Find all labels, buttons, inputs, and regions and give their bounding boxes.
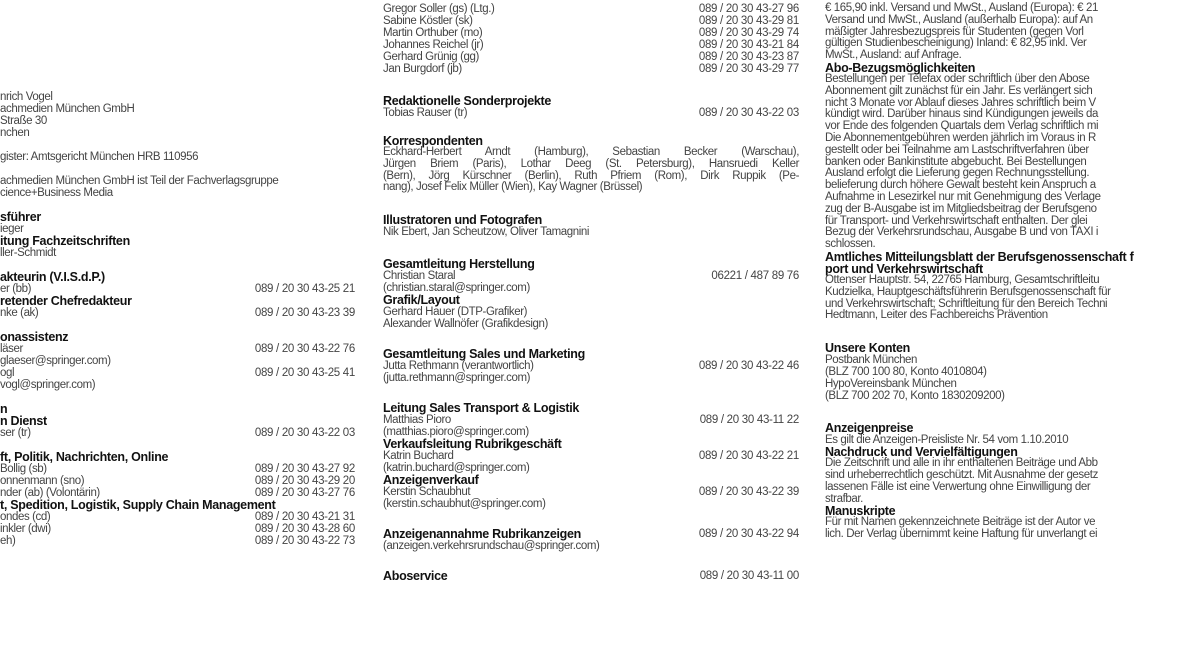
contact-row [383,107,799,119]
text-line: lassenen Fälle ist eine Verwertung ohne Einwilligung der [825,480,1091,493]
spacer [0,0,355,91]
phone-number: 089 / 20 30 43-27 92 [254,463,355,475]
publisher-line: nchen [0,127,30,139]
group-line: cience+Business Media [0,187,113,199]
phone-number: 089 / 20 30 43-29 77 [698,63,799,75]
email-line: (jutta.rethmann@springer.com) [383,372,531,385]
email-line: (matthias.pioro@springer.com) [383,426,529,439]
contact-row [383,51,799,63]
contact-row [0,475,355,487]
text-line: Jürgen Briem (Paris), Lothar Deeg (St. Petersburg), Hansruedi Keller [383,157,799,170]
phone-number: 089 / 20 30 43-22 03 [254,427,355,439]
person-name: ogl [0,367,15,379]
text-line: kündigt wird. Darüber hinaus sind Kündigungen jeweils da [825,108,1098,121]
contact-row [383,528,799,540]
contact-row [0,523,355,535]
phone-number: 089 / 20 30 43-21 84 [698,39,799,51]
text-line: gültigen Studienbescheinigung) Inland: € 82,95 inkl. Ver [825,37,1087,50]
phone-number: 089 / 20 30 43-22 21 [698,450,799,463]
contact-row [0,367,355,379]
section-heading: itung Fachzeitschriften [0,234,130,248]
text-line: (Bern), Jörg Kürschner (Berlin), Ruth Pfriem (Rom), Dirk Ruppik (Pe- [383,169,799,182]
text-line: Versand und MwSt., Ausland (außerhalb Europa): auf An [825,13,1093,26]
person-name: Gerhard Grünig (gg) [383,51,479,63]
text-line: Es gilt die Anzeigen-Preisliste Nr. 54 vom 1.10.2010 [825,434,1069,447]
text-line: HypoVereinsbank München [825,378,957,391]
contact-row [0,343,355,355]
email-line: glaeser@springer.com) [0,355,111,367]
contact-row [383,414,799,426]
text-line: Hedtmann, Leiter des Fachbereichs Prävention [825,309,1048,322]
right-column [825,0,1180,541]
section-heading: Gesamtleitung Sales und Marketing [383,347,585,362]
text-line: sind urheberrechtlich geschützt. Mit Ausnahme der gesetz [825,468,1098,481]
section-heading: Redaktionelle Sonderprojekte [383,94,552,108]
text-line: Kudzielka, Hauptgeschäftsführerin Berufsgenossenschaft für [825,285,1111,298]
person-name: Martin Orthuber (mo) [383,27,483,39]
phone-number: 089 / 20 30 43-22 03 [698,107,799,119]
text-line: Die Zeitschrift und alle in ihr enthaltenen Beiträge und Abb [825,457,1098,470]
person-name: nke (ak) [0,307,39,319]
phone-number: 06221 / 487 89 76 [711,270,799,283]
group-line: achmedien München GmbH ist Teil der Fachverlagsgruppe [0,175,279,187]
contact-row [0,463,355,475]
left-column [0,0,355,547]
register-line: gister: Amtsgericht München HRB 110956 [0,151,199,163]
phone-number: 089 / 20 30 43-29 81 [698,15,799,27]
section-heading: Unsere Konten [825,341,911,356]
section-heading: Aboservice [383,569,448,584]
section-heading: Anzeigenverkauf [383,473,479,488]
section-heading: Gesamtleitung Herstellung [383,257,535,272]
section-heading: Anzeigenannahme Rubrikanzeigen [383,527,581,542]
person-name: Sabine Köstler (sk) [383,15,473,27]
section-heading: akteurin (V.I.S.d.P.) [0,270,105,284]
price-text [825,3,1180,62]
middle-column [383,0,799,582]
email-line: (kerstin.schaubhut@springer.com) [383,498,546,511]
phone-number: 089 / 20 30 43-11 00 [699,570,799,583]
text-line: vor Ende des folgenden Quartals dem Verlag schriftlich mi [825,120,1099,133]
text-line: Bezug der Verkehrsrundschau, Ausgabe B und von TAXI i [825,226,1099,239]
text-line: Ausland erfolgt die Lieferung gegen Rechnungsstellung. [825,167,1090,180]
section-heading: Verkaufsleitung Rubrikgeschäft [383,437,562,452]
phone-number: 089 / 20 30 43-22 94 [698,528,799,541]
section-heading: ft, Politik, Nachrichten, Online [0,450,169,464]
section-heading: n Dienst [0,414,47,428]
person-name: onnenmann (sno) [0,475,85,487]
email-line: (katrin.buchard@springer.com) [383,462,530,475]
phone-number: 089 / 20 30 43-22 39 [698,486,799,499]
phone-number: 089 / 20 30 43-29 20 [254,475,355,487]
contact-row [383,450,799,462]
text-line: und Verkehrswirtschaft; Schriftleitung für den Bereich Techni [825,297,1108,310]
person-name: Alexander Wallnöfer (Grafikdesign) [383,318,548,331]
contact-row [0,535,355,547]
phone-number: 089 / 20 30 43-27 76 [254,487,355,499]
text-line: für Transport- und Verkehrswirtschaft enthalten. Der glei [825,214,1088,227]
correspondents-text [383,147,799,194]
amt-text [825,275,1180,322]
person-name: läser [0,343,23,355]
abo-text [825,74,1180,251]
phone-number: 089 / 20 30 43-23 87 [698,51,799,63]
phone-number: 089 / 20 30 43-22 46 [698,360,799,373]
email-line: vogl@springer.com) [0,379,96,391]
person-name: Christian Staral [383,270,456,283]
contact-row [0,511,355,523]
person-name: ser (tr) [0,427,31,439]
publisher-line: Straße 30 [0,115,47,127]
person-name: Johannes Reichel (jr) [383,39,484,51]
section-heading: t, Spedition, Logistik, Supply Chain Management [0,498,276,512]
phone-number: 089 / 20 30 43-27 96 [698,3,799,15]
nachdruck-text [825,458,1180,505]
text-line: Postbank München [825,354,918,367]
phone-number: 089 / 20 30 43-25 41 [254,367,355,379]
contact-row [383,3,799,15]
text-line: schlossen. [825,238,876,251]
section-heading: Korrespondenten [383,134,483,148]
person-name: Jan Burgdorf (jb) [383,63,462,75]
contact-row [383,270,799,282]
phone-number: 089 / 20 30 43-29 74 [698,27,799,39]
names-line: Nik Ebert, Jan Scheutzow, Oliver Tamagnini [383,226,590,239]
person-name: Tobias Rauser (tr) [383,107,468,119]
phone-number: 089 / 20 30 43-22 73 [254,535,355,547]
contact-row [383,27,799,39]
section-heading: Manuskripte [825,504,896,519]
text-line: belieferung durch höhere Gewalt besteht kein Anspruch a [825,179,1096,192]
phone-number: 089 / 20 30 43-28 60 [254,523,355,535]
phone-number: 089 / 20 30 43-23 39 [254,307,355,319]
person-name: Kerstin Schaubhut [383,486,471,499]
person-name: eh) [0,535,16,547]
person-name: Gerhard Hauer (DTP-Grafiker) [383,306,528,319]
section-heading: sführer [0,210,41,224]
person-name: er (bb) [0,283,32,295]
text-line: Die Abonnementgebühren werden jährlich im Voraus in R [825,131,1096,144]
text-line: mäßigter Jahresbezugspreis für Studenten (gegen Vorl [825,25,1084,38]
section-heading: Amtliches Mitteilungsblatt der Berufsgenossenschaft f [825,249,1134,264]
person-name: ller-Schmidt [0,247,56,259]
phone-number: 089 / 20 30 43-11 22 [699,414,799,427]
phone-number: 089 / 20 30 43-25 21 [254,283,355,295]
section-heading: port und Verkehrswirtschaft [825,261,983,276]
text-line: zug der B-Ausgabe ist im Mitgliedsbeitrag der Berufsgeno [825,202,1097,215]
publisher-line: nrich Vogel [0,91,53,103]
text-line: Für mit Namen gekennzeichnete Beiträge ist der Autor ve [825,516,1096,529]
person-name: inkler (dwi) [0,523,51,535]
text-line: lich. Der Verlag übernimmt keine Haftung für unverlangt ei [825,528,1098,541]
phone-number: 089 / 20 30 43-21 31 [254,511,355,523]
contact-row [0,427,355,439]
text-line: (BLZ 700 202 70, Konto 1830209200) [825,390,1005,403]
text-line: Aufnahme in Lesezirkel nur mit Genehmigung des Verlage [825,190,1101,203]
person-name: Gregor Soller (gs) (Ltg.) [383,3,495,15]
section-heading: Leitung Sales Transport & Logistik [383,401,580,416]
section-heading: Illustratoren und Fotografen [383,213,542,228]
email-line: (anzeigen.verkehrsrundschau@springer.com) [383,540,600,553]
section-heading: Grafik/Layout [383,293,460,308]
contact-row [383,63,799,75]
section-heading: onassistenz [0,330,69,344]
text-line: strafbar. [825,492,863,505]
text-line: Eckhard-Herbert Arndt (Hamburg), Sebastian Becker (Warschau), [383,146,799,158]
section-heading: Nachdruck und Vervielfältigungen [825,445,1018,460]
contact-row [383,360,799,372]
text-line: Bestellungen per Telefax oder schriftlich über den Abose [825,72,1090,85]
contact-row [0,307,355,319]
text-line: banken oder Bankinstitute abgebucht. Bei Bestellungen [825,155,1087,168]
person-name: ieger [0,223,24,235]
contact-row [383,15,799,27]
text-line: Ottenser Hauptstr. 54, 22765 Hamburg, Gesamtschriftleitu [825,273,1100,286]
text-line: (BLZ 700 100 80, Konto 4010804) [825,366,987,379]
section-heading: retender Chefredakteur [0,294,132,308]
person-name: ondes (cd) [0,511,51,523]
section-heading: Anzeigenpreise [825,421,914,436]
email-line: (christian.staral@springer.com) [383,282,530,295]
section-heading: Abo-Bezugsmöglichkeiten [825,60,976,75]
phone-number: 089 / 20 30 43-22 76 [254,343,355,355]
manuskripte-text [825,517,1180,541]
text-line: € 165,90 inkl. Versand und MwSt., Ausland (Europa): € 21 [825,2,1098,14]
contact-row [383,39,799,51]
person-name: nder (ab) (Volontärin) [0,487,100,499]
text-line: nicht 3 Monate vor Ablauf dieses Jahres schriftlich beim V [825,96,1096,109]
person-name: Katrin Buchard [383,450,454,463]
text-line: Abonnement gilt zunächst für ein Jahr. Es verlängert sich [825,84,1093,97]
person-name: Bollig (sb) [0,463,47,475]
contact-row [383,486,799,498]
text-line: gestellt oder bei Teilnahme am Lastschriftverfahren über [825,143,1089,156]
person-name: Matthias Pioro [383,414,451,427]
text-line: MwSt., Ausland: auf Anfrage. [825,49,962,62]
contact-row [383,570,799,582]
publisher-line: achmedien München GmbH [0,103,135,115]
section-heading: n [0,402,8,416]
person-name: Jutta Rethmann (verantwortlich) [383,360,534,373]
text-line: nang), Josef Felix Müller (Wien), Kay Wagner (Brüssel) [383,181,643,194]
